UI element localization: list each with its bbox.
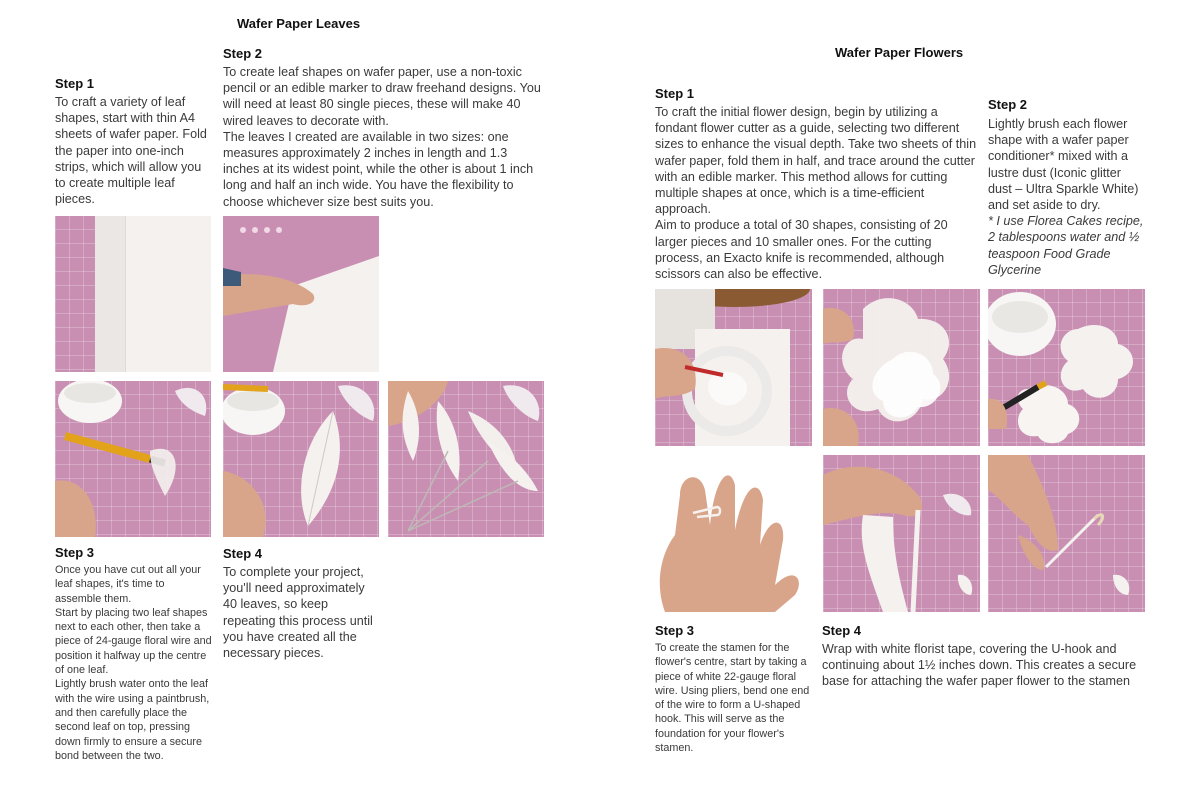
photo-brushing-leaf bbox=[55, 381, 211, 537]
photo-florist-tape bbox=[823, 455, 980, 612]
leaves-step2-text bbox=[223, 64, 545, 210]
leaves-step3-text bbox=[55, 563, 213, 763]
leaves-title: Wafer Paper Leaves bbox=[237, 16, 361, 31]
flowers-step3-text: To create the stamen for the flower's centre, start by taking a piece of white 22-gauge floral wire. Using pliers, bend one end of the wire to form a U-shaped hook. This will serve as the foundation for your flower's stamen. bbox=[655, 642, 810, 755]
leaves-step3-p1: Once you have cut out all your leaf shapes, it's time to assemble them. bbox=[55, 564, 201, 605]
photo-wrapped-stem bbox=[988, 455, 1145, 612]
leaves-step4-text: To complete your project, you'll need approximately 40 leaves, so keep repeating this process until you have created all the necessary pieces. bbox=[223, 565, 373, 661]
flowers-step1-text bbox=[655, 104, 980, 282]
photo-drawing-leaf bbox=[223, 216, 379, 372]
flowers-step3-heading: Step 3 bbox=[655, 623, 695, 638]
flowers-step2-note: * I use Florea Cakes recipe, 2 tablespoons water and ½ teaspoon Food Grade Glycerine bbox=[988, 214, 1144, 277]
leaves-step2-p1: To create leaf shapes on wafer paper, use a non-toxic pencil or an edible marker to draw freehand designs. You will need at least 80 single pieces, these will make 40 wired leaves to decorate with. bbox=[223, 65, 541, 128]
flowers-step1-p2: Aim to produce a total of 30 shapes, consisting of 20 larger pieces and 10 smaller ones. For the cutting process, an Exacto knife is recommended, although scissors can also be effective. bbox=[655, 218, 948, 282]
leaves-step3-p2: Start by placing two leaf shapes next to each other, then take a piece of 24-gauge floral wire and position it halfway up the centre of one leaf. bbox=[55, 606, 212, 677]
photo-cut-flowers bbox=[823, 289, 980, 446]
flowers-step2-main: Lightly brush each flower shape with a wafer paper conditioner* mixed with a lustre dust (Iconic glitter dust – Ultra Sparkle White) and set aside to dry. bbox=[988, 117, 1139, 213]
flowers-title: Wafer Paper Flowers bbox=[835, 45, 964, 60]
photo-wafer-sheets bbox=[55, 216, 211, 372]
flowers-step4-text: Wrap with white florist tape, covering the U-hook and continuing about 1½ inches down. This creates a secure base for attaching the wafer paper flower to the stamen bbox=[822, 642, 1137, 689]
leaves-step1-heading: Step 1 bbox=[55, 76, 95, 91]
flowers-step2-text bbox=[988, 116, 1146, 278]
leaves-step3-p3: Lightly brush water onto the leaf with the wire using a paintbrush, and then carefully place the second leaf on top, pressing down firmly to ensure a secure bond between the two. bbox=[55, 678, 210, 762]
leaves-step3-heading: Step 3 bbox=[55, 545, 95, 560]
flowers-step1-p1: To craft the initial flower design, begin by utilizing a fondant flower cutter as a guide, selecting two different sizes to enhance the visual depth. Take two sheets of thin wafer paper, fold them in half, and trace around the cutter with an edible marker. This method allows for cutting multiple shapes at once, which is a time-efficient approach. bbox=[655, 105, 977, 217]
photo-glued-leaf bbox=[223, 381, 379, 537]
leaves-step2-p2: The leaves I created are available in two sizes: one measures approximately 2 inches in length and 1.3 inches at its widest point, while the other is about 1 inch long and half an inch wide. You have the flexibility to choose whichever size best suits you. bbox=[223, 129, 534, 209]
flowers-step1-heading: Step 1 bbox=[655, 86, 695, 101]
photo-leaf-bunch bbox=[388, 381, 544, 537]
leaves-step2-heading: Step 2 bbox=[223, 46, 263, 61]
photo-conditioner bbox=[988, 289, 1145, 446]
flowers-step4-heading: Step 4 bbox=[822, 623, 862, 638]
leaves-step1-text: To craft a variety of leaf shapes, start with thin A4 sheets of wafer paper. Fold the paper into one-inch strips, which will allow you to create multiple leaf pieces. bbox=[55, 95, 207, 207]
flowers-step2-heading: Step 2 bbox=[988, 97, 1028, 112]
leaves-step4-heading: Step 4 bbox=[223, 546, 263, 561]
photo-flower-cutter bbox=[655, 289, 812, 446]
photo-wire-hook bbox=[655, 455, 812, 612]
